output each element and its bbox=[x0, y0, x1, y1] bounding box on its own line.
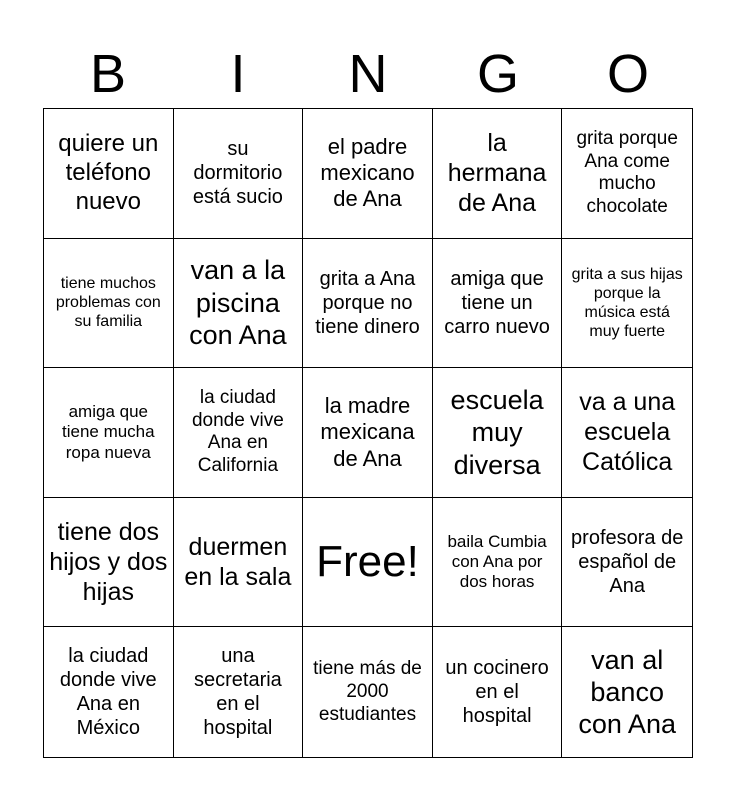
cell-label: van al banco con Ana bbox=[578, 644, 676, 740]
bingo-cell-r1-c5[interactable] bbox=[562, 109, 692, 239]
cell-label: una secretaria en el hospital bbox=[193, 645, 282, 740]
cell-label: van a la piscina con Ana bbox=[189, 255, 287, 351]
cell-label: la madre mexicana de Ana bbox=[320, 392, 415, 471]
cell-label: grita porque Ana come mucho chocolate bbox=[576, 127, 678, 218]
cell-label: escuela muy diversa bbox=[450, 384, 544, 480]
bingo-cell-r5-c4[interactable] bbox=[433, 627, 563, 757]
bingo-cell-r2-c5[interactable] bbox=[562, 239, 692, 369]
bingo-cell-r4-c4[interactable] bbox=[433, 498, 563, 628]
cell-label: su dormitorio está sucio bbox=[192, 138, 283, 209]
bingo-cell-r1-c2[interactable] bbox=[174, 109, 304, 239]
cell-label: amiga que tiene un carro nuevo bbox=[444, 267, 550, 338]
bingo-cell-r1-c4[interactable] bbox=[433, 109, 563, 239]
header-letter-o: O bbox=[606, 44, 649, 104]
bingo-free-space[interactable] bbox=[303, 498, 433, 628]
cell-label: tiene más de 2000 estudiantes bbox=[313, 658, 422, 725]
bingo-cell-r3-c1[interactable] bbox=[44, 368, 174, 498]
header-letter-n: N bbox=[348, 44, 388, 104]
bingo-cell-r4-c1[interactable] bbox=[44, 498, 174, 628]
cell-label: tiene dos hijos y dos hijas bbox=[49, 518, 168, 607]
bingo-cell-r5-c3[interactable] bbox=[303, 627, 433, 757]
bingo-cell-r2-c4[interactable] bbox=[433, 239, 563, 369]
bingo-cell-r2-c2[interactable] bbox=[174, 239, 304, 369]
cell-label: profesora de español de Ana bbox=[571, 527, 684, 598]
free-space-label: Free! bbox=[316, 536, 419, 586]
cell-label: la ciudad donde vive Ana en México bbox=[59, 645, 157, 740]
bingo-cell-r5-c2[interactable] bbox=[174, 627, 304, 757]
cell-label: baila Cumbia con Ana por dos horas bbox=[447, 531, 547, 592]
cell-label: va a una escuela Católica bbox=[579, 388, 676, 477]
cell-label: amiga que tiene mucha ropa nueva bbox=[61, 401, 155, 462]
cell-label: la hermana de Ana bbox=[447, 129, 547, 218]
bingo-cell-r3-c2[interactable] bbox=[174, 368, 304, 498]
cell-label: quiere un teléfono nuevo bbox=[58, 130, 159, 215]
cell-label: la ciudad donde vive Ana en California bbox=[191, 386, 284, 477]
bingo-cell-r3-c4[interactable] bbox=[433, 368, 563, 498]
cell-label: grita a Ana porque no tiene dinero bbox=[315, 267, 420, 338]
bingo-cell-r3-c5[interactable] bbox=[562, 368, 692, 498]
header-letter-b: B bbox=[89, 44, 127, 104]
bingo-cell-r3-c3[interactable] bbox=[303, 368, 433, 498]
bingo-cell-r1-c1[interactable] bbox=[44, 109, 174, 239]
cell-label: tiene muchos problemas con su familia bbox=[55, 275, 161, 331]
cell-label: el padre mexicano de Ana bbox=[320, 133, 415, 212]
bingo-cell-r2-c1[interactable] bbox=[44, 239, 174, 369]
cell-label: grita a sus hijas porque la música está muy fuerte bbox=[571, 265, 683, 341]
bingo-cell-r2-c3[interactable] bbox=[303, 239, 433, 369]
header-letter-i: I bbox=[230, 44, 246, 104]
cell-label: un cocinero en el hospital bbox=[445, 657, 549, 728]
bingo-cell-r4-c2[interactable] bbox=[174, 498, 304, 628]
header-letter-g: G bbox=[476, 44, 519, 104]
bingo-cell-r1-c3[interactable] bbox=[303, 109, 433, 239]
bingo-header bbox=[43, 40, 693, 108]
bingo-cell-r5-c5[interactable] bbox=[562, 627, 692, 757]
cell-label: duermen en la sala bbox=[184, 533, 292, 592]
bingo-board bbox=[43, 108, 693, 758]
bingo-cell-r5-c1[interactable] bbox=[44, 627, 174, 757]
bingo-cell-r4-c5[interactable] bbox=[562, 498, 692, 628]
